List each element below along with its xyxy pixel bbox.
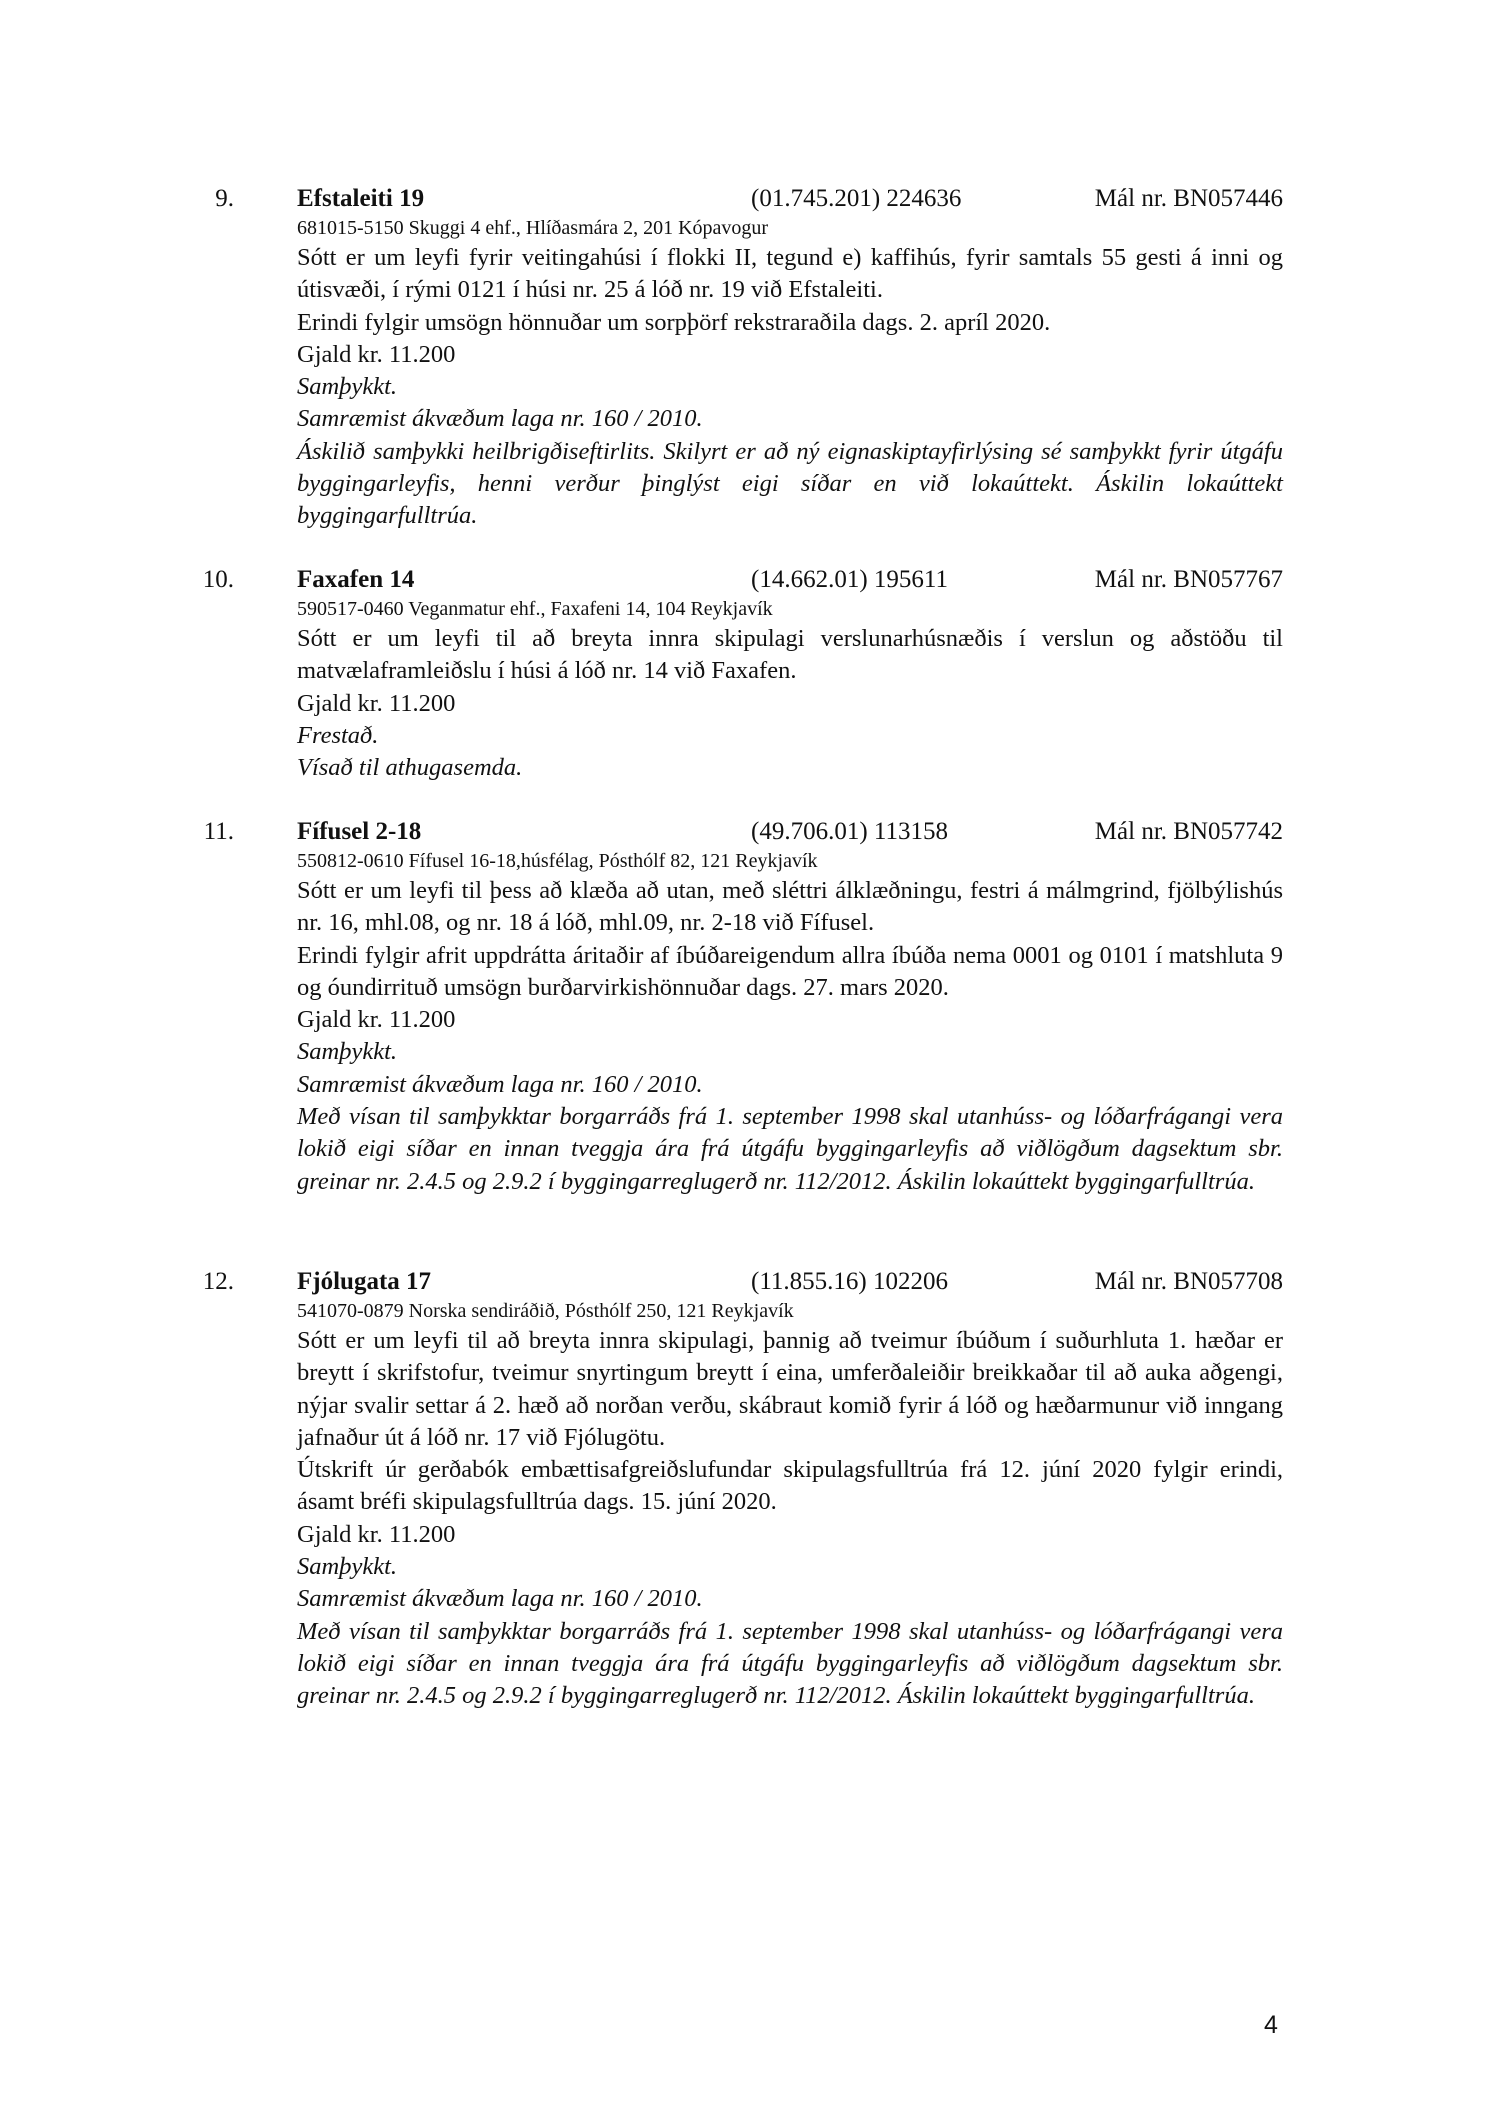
case-entry-body bbox=[297, 848, 1283, 1198]
description: Sótt er um leyfi fyrir veitingahúsi í flokki II, tegund e) kaffihús, fyrir samtals 55 gesti á inni og útisvæði, í rými 0121 í húsi nr. 25 á lóð nr. 19 við Efstaleiti. bbox=[297, 244, 1283, 304]
case-entry-body bbox=[297, 596, 1283, 784]
entry-number: 11. bbox=[203, 818, 234, 845]
case-entry-header bbox=[203, 815, 1283, 848]
case-entry-10 bbox=[202, 563, 1283, 784]
land-number: (14.662.01) 195611 bbox=[751, 566, 948, 593]
entry-number: 10. bbox=[202, 566, 234, 593]
attachments: Erindi fylgir afrit uppdrátta áritaðir af íbúðareigendum allra íbúða nema 0001 og 0101 í matshluta 9 og óundirrituð umsögn burðarvirkishönnuðar dags. 27. mars 2020. bbox=[297, 941, 1283, 1001]
case-number: Mál nr. BN057446 bbox=[1094, 185, 1283, 212]
description: Sótt er um leyfi til þess að klæða að utan, með sléttri álklæðningu, festri á málmgrind, fjölbýlishús nr. 16, mhl.08, og nr. 18 á lóð, mhl.09, nr. 2-18 við Fífusel. bbox=[297, 877, 1283, 937]
applicant: 590517-0460 Veganmatur ehf., Faxafeni 14, 104 Reykjavík bbox=[297, 598, 773, 620]
entry-address: Fífusel 2-18 bbox=[297, 818, 422, 845]
conditions: Með vísan til samþykktar borgarráðs frá 1. september 1998 skal utanhúss- og lóðarfrágangi vera lokið eigi síðar en innan tveggja ára frá útgáfu byggingarleyfis að viðlögðum dagsektum sbr. greinar nr. 2.4.5 og 2.9.2 í byggingarreglugerð nr. 112/2012. Áskilin lokaúttekt byggingarfulltrúa. bbox=[297, 1617, 1283, 1710]
fee: Gjald kr. 11.200 bbox=[297, 340, 456, 368]
decision: Samþykkt. bbox=[297, 373, 397, 401]
decision: Samþykkt. bbox=[297, 1038, 397, 1066]
case-entry-body bbox=[297, 215, 1283, 533]
fee: Gjald kr. 11.200 bbox=[297, 1520, 456, 1548]
case-entry-12 bbox=[202, 1265, 1283, 1713]
conditions: Með vísan til samþykktar borgarráðs frá 1. september 1998 skal utanhúss- og lóðarfrágangi vera lokið eigi síðar en innan tveggja ára frá útgáfu byggingarleyfis að viðlögðum dagsektum sbr. greinar nr. 2.4.5 og 2.9.2 í byggingarreglugerð nr. 112/2012. Áskilin lokaúttekt byggingarfulltrúa. bbox=[297, 1103, 1283, 1195]
applicant: 681015-5150 Skuggi 4 ehf., Hlíðasmára 2, 201 Kópavogur bbox=[297, 217, 769, 239]
entry-number: 9. bbox=[215, 185, 234, 212]
applicant: 550812-0610 Fífusel 16-18,húsfélag, Pósthólf 82, 121 Reykjavík bbox=[297, 850, 818, 872]
decision: Samþykkt. bbox=[297, 1553, 397, 1581]
case-entry-9 bbox=[215, 182, 1283, 533]
land-number: (11.855.16) 102206 bbox=[751, 1268, 948, 1295]
entry-address: Efstaleiti 19 bbox=[297, 185, 425, 212]
page-number: 4 bbox=[1264, 2011, 1278, 2039]
entry-address: Fjólugata 17 bbox=[297, 1268, 432, 1295]
case-entry-header bbox=[215, 182, 1283, 215]
land-number: (49.706.01) 113158 bbox=[751, 818, 948, 845]
entry-number: 12. bbox=[202, 1268, 234, 1295]
attachments: Erindi fylgir umsögn hönnuðar um sorpþörf rekstraraðila dags. 2. apríl 2020. bbox=[297, 308, 1051, 336]
case-entry-header bbox=[202, 563, 1283, 596]
law-note: Samræmist ákvæðum laga nr. 160 / 2010. bbox=[297, 1070, 703, 1098]
law-note: Samræmist ákvæðum laga nr. 160 / 2010. bbox=[297, 405, 703, 433]
entry-address: Faxafen 14 bbox=[297, 566, 415, 593]
note: Vísað til athugasemda. bbox=[297, 754, 523, 782]
fee: Gjald kr. 11.200 bbox=[297, 1006, 456, 1034]
case-entry-header bbox=[202, 1265, 1283, 1298]
decision: Frestað. bbox=[297, 721, 379, 749]
description: Sótt er um leyfi til að breyta innra skipulagi, þannig að tveimur íbúðum í suðurhluta 1. hæðar er breytt í skrifstofur, tveimur snyrtingum breytt í eina, umferðaleiðir breikkaðar til að auka aðgengi, nýjar svalir settar á 2. hæð að norðan verðu, skábraut komið fyrir á lóð og hæðarmunur við inngang jafnaður út á lóð nr. 17 við Fjólugötu. bbox=[297, 1327, 1283, 1451]
case-number: Mál nr. BN057767 bbox=[1094, 566, 1283, 593]
case-entry-11 bbox=[203, 815, 1283, 1198]
fee: Gjald kr. 11.200 bbox=[297, 689, 456, 717]
law-note: Samræmist ákvæðum laga nr. 160 / 2010. bbox=[297, 1585, 703, 1613]
applicant: 541070-0879 Norska sendiráðið, Pósthólf 250, 121 Reykjavík bbox=[297, 1300, 794, 1322]
attachments: Útskrift úr gerðabók embættisafgreiðslufundar skipulagsfulltrúa frá 12. júní 2020 fylgir erindi, ásamt bréfi skipulagsfulltrúa dags. 15. júní 2020. bbox=[297, 1456, 1283, 1516]
conditions: Áskilið samþykki heilbrigðiseftirlits. Skilyrt er að ný eignaskiptayfirlýsing sé samþykkt fyrir útgáfu byggingarleyfis, henni verður þinglýst eigi síðar en við lokaúttekt. Áskilin lokaúttekt byggingarfulltrúa. bbox=[297, 437, 1283, 530]
case-number: Mál nr. BN057708 bbox=[1094, 1268, 1283, 1295]
land-number: (01.745.201) 224636 bbox=[751, 185, 962, 212]
case-number: Mál nr. BN057742 bbox=[1094, 818, 1283, 845]
case-entry-body bbox=[297, 1298, 1283, 1713]
description: Sótt er um leyfi til að breyta innra skipulagi verslunarhúsnæðis í verslun og aðstöðu til matvælaframleiðslu í húsi á lóð nr. 14 við Faxafen. bbox=[297, 625, 1283, 685]
